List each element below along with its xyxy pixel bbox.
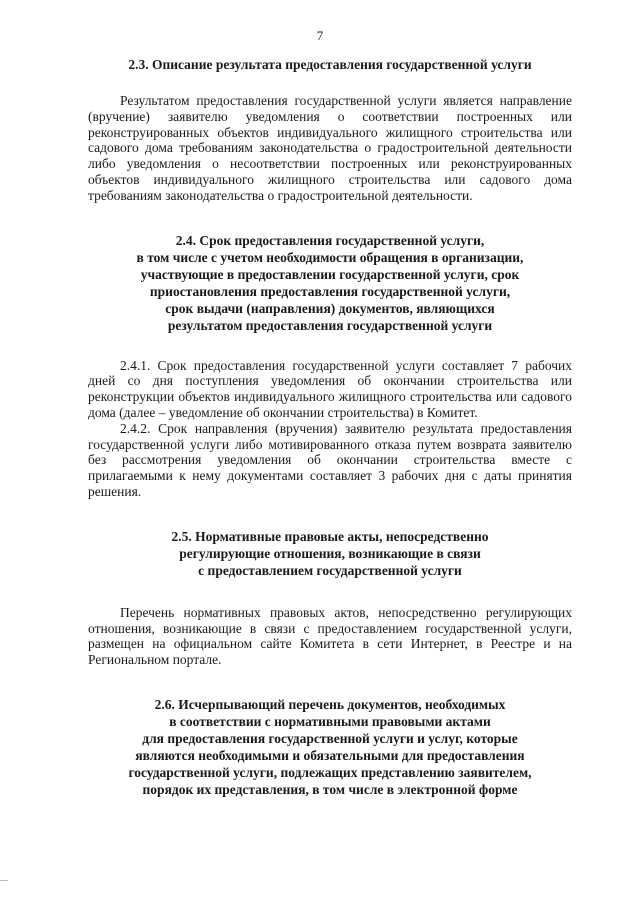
heading-line: в соответствии с нормативными правовыми актами bbox=[169, 713, 491, 729]
page-number: 7 bbox=[316, 28, 324, 43]
heading-line: 2.3. Описание результата предоставления государственной услуги bbox=[128, 57, 532, 72]
heading-line: являются необходимыми и обязательными для предоставления bbox=[135, 747, 525, 763]
section-2-4-2-paragraph: 2.4.2. Срок направления (вручения) заявителю результата предоставления государственной услуги либо мотивированного отказа путем возврата заявителю без рассмотрения уведомления об окончании строительства вместе с прилагаемыми к нему документами составляет 3 рабочих дня с даты принятия решения. bbox=[88, 420, 572, 499]
section-2-5-heading bbox=[88, 528, 572, 579]
heading-line: срок выдачи (направления) документов, являющихся bbox=[165, 300, 495, 316]
heading-line: регулирующие отношения, возникающие в связи bbox=[179, 545, 481, 561]
heading-line: в том числе с учетом необходимости обращения в организации, bbox=[136, 249, 524, 265]
section-2-4-heading bbox=[88, 232, 572, 334]
heading-line: 2.5. Нормативные правовые акты, непосредственно bbox=[171, 528, 489, 544]
heading-line: с предоставлением государственной услуги bbox=[198, 562, 462, 578]
scan-edge-mark bbox=[0, 880, 8, 881]
document-body bbox=[88, 56, 572, 798]
heading-line: результатом предоставления государственной услуги bbox=[167, 317, 493, 333]
heading-line: 2.6. Исчерпывающий перечень документов, необходимых bbox=[154, 696, 506, 712]
heading-line: участвующие в предоставлении государственной услуги, срок bbox=[140, 266, 520, 282]
heading-line: порядок их представления, в том числе в электронной форме bbox=[142, 781, 518, 797]
heading-line: приостановления предоставления государственной услуги, bbox=[149, 283, 511, 299]
section-2-3-paragraph: Результатом предоставления государственной услуги является направление (вручение) заявителю уведомления о соответствии построенных или реконструированных объектов индивидуального жилищного строительства или садового дома требованиям законодательства о градостроительной деятельности либо уведомления о несоответствии построенных или реконструированных объектов индивидуального жилищного строительства или садового дома требованиям законодательства о градостроительной деятельности. bbox=[88, 93, 572, 203]
section-2-4-1-paragraph: 2.4.1. Срок предоставления государственной услуги составляет 7 рабочих дней со дня поступления уведомления об окончании строительства или реконструкции объектов индивидуального жилищного строительства или садового дома (далее – уведомление об окончании строительства) в Комитет. bbox=[88, 357, 572, 420]
heading-line: государственной услуги, подлежащих представлению заявителем, bbox=[128, 764, 532, 780]
section-2-3-heading bbox=[88, 56, 572, 73]
section-2-5-paragraph: Перечень нормативных правовых актов, непосредственно регулирующих отношения, возникающие в связи с предоставлением государственной услуги, размещен на официальном сайте Комитета в сети Интернет, в Реестре и на Региональном портале. bbox=[88, 604, 572, 668]
heading-line: 2.4. Срок предоставления государственной услуги, bbox=[175, 232, 485, 248]
section-2-6-heading bbox=[88, 696, 572, 798]
heading-line: для предоставления государственной услуги и услуг, которые bbox=[142, 730, 518, 746]
